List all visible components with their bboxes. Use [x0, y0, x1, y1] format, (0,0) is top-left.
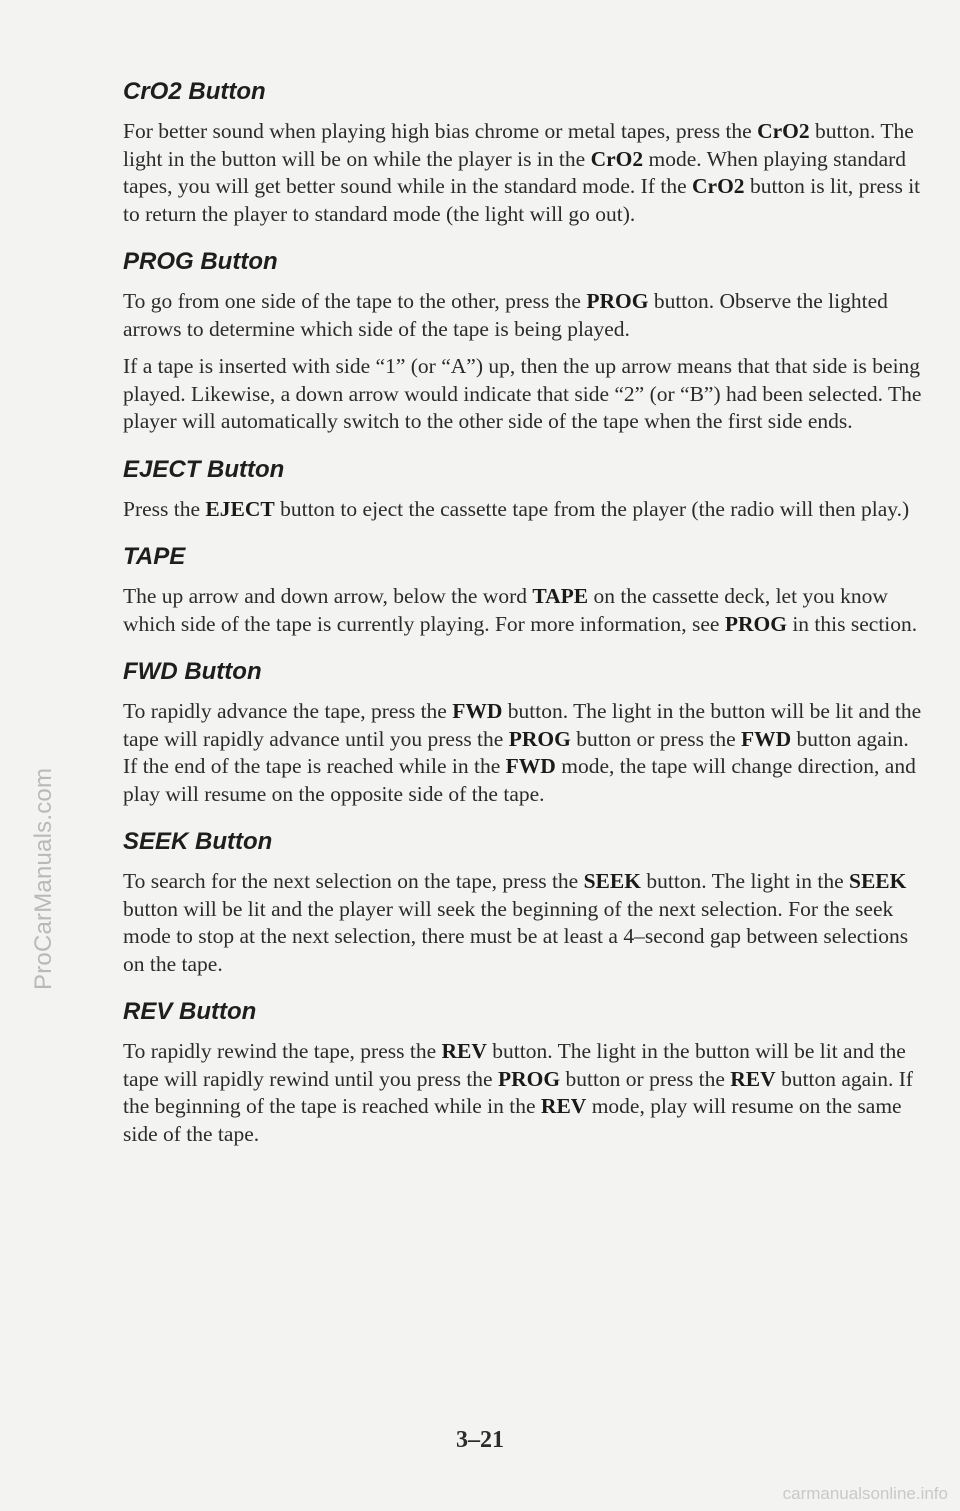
manual-content — [123, 78, 923, 1168]
paragraph-text: To rapidly advance the tape, press the — [123, 699, 453, 723]
section-rev-button — [123, 998, 923, 1148]
button-name: CrO2 — [757, 119, 810, 143]
paragraph-text: button to eject the cassette tape from the player (the radio will then play.) — [274, 496, 910, 521]
paragraph-text: mode, the tape will change direction, and play will resume on the opposite side of the tape. — [123, 754, 916, 806]
section-paragraph — [123, 698, 923, 808]
section-heading: TAPE — [123, 543, 186, 570]
button-name: FWD — [505, 754, 556, 778]
button-name: PROG — [508, 726, 571, 751]
section-heading: REV Button — [123, 998, 257, 1025]
paragraph-text: To go from one side of the tape to the other, press the — [123, 289, 587, 313]
paragraph-text: button again. If the end of the tape is reached while in the — [123, 726, 909, 778]
footer-link[interactable]: carmanualsonline.info — [782, 1484, 948, 1503]
paragraph-text: If a tape is inserted with side “1” (or “A”) up, then the up arrow means that that side is being played. Likewise, a down arrow would indicate that side “2” (or “B”) had been selected. The player will automatically switch to the other side of the tape when the first side ends. — [123, 354, 922, 433]
paragraph-text: button. The light in the button will be lit and the tape will rapidly rewind until you press the — [123, 1039, 906, 1091]
button-name: EJECT — [205, 496, 275, 521]
paragraph-text: button. Observe the lighted arrows to determine which side of the tape is being played. — [123, 289, 888, 341]
button-name: REV — [730, 1066, 776, 1091]
paragraph-text: button or press the — [570, 726, 741, 751]
paragraph-text: button will be lit and the player will seek the beginning of the next selection. For the seek mode to stop at the next selection, there must be at least a 4–second gap between selections on the tape. — [123, 896, 909, 976]
button-name: TAPE — [532, 584, 589, 608]
paragraph-text: mode, play will resume on the same side of the tape. — [123, 1094, 902, 1146]
page-number: 3–21 — [456, 1427, 504, 1453]
section-paragraph — [123, 868, 923, 978]
section-paragraph — [123, 353, 923, 436]
paragraph-text: button or press the — [560, 1066, 731, 1091]
section-tape — [123, 543, 923, 638]
section-fwd-button — [123, 658, 923, 808]
section-paragraph — [123, 1038, 923, 1148]
button-name: PROG — [497, 1066, 561, 1091]
button-name: SEEK — [583, 869, 641, 893]
section-paragraph — [123, 583, 923, 638]
section-paragraph — [123, 118, 923, 228]
section-cro2-button — [123, 78, 923, 228]
section-heading: EJECT Button — [123, 455, 285, 483]
paragraph-text: button. The light in the button will be on while the player is in the — [123, 119, 914, 171]
button-name: FWD — [452, 699, 503, 723]
section-paragraph — [123, 288, 923, 343]
paragraph-text: button. The light in the button will be lit and the tape will rapidly advance until you press the — [123, 699, 922, 751]
section-heading: FWD Button — [123, 658, 262, 685]
paragraph-text: in this section. — [786, 611, 918, 636]
paragraph-text: button is lit, press it to return the player to standard mode (the light will go out). — [123, 174, 921, 226]
button-name: CrO2 — [590, 146, 644, 171]
section-prog-button — [123, 248, 923, 436]
button-name: SEEK — [849, 869, 907, 893]
paragraph-text: Press the — [123, 496, 206, 521]
button-name: PROG — [724, 611, 787, 636]
paragraph-text: The up arrow and down arrow, below the word — [123, 584, 533, 608]
button-name: REV — [540, 1094, 587, 1118]
paragraph-text: For better sound when playing high bias chrome or metal tapes, press the — [123, 119, 758, 143]
section-seek-button — [123, 828, 923, 978]
section-heading: CrO2 Button — [123, 78, 266, 105]
watermark-text: ProCarManuals.com — [30, 767, 57, 990]
paragraph-text: on the cassette deck, let you know which side of the tape is currently playing. For more information, see — [123, 584, 888, 636]
section-paragraph — [123, 496, 923, 524]
paragraph-text: To rapidly rewind the tape, press the — [123, 1039, 442, 1063]
section-heading: PROG Button — [123, 248, 278, 275]
button-name: PROG — [586, 289, 649, 313]
section-heading: SEEK Button — [123, 828, 273, 855]
paragraph-text: mode. When playing standard tapes, you will get better sound while in the standard mode. If the — [123, 146, 907, 198]
section-eject-button — [123, 456, 923, 524]
button-name: FWD — [741, 726, 792, 751]
button-name: CrO2 — [692, 174, 745, 198]
paragraph-text: To search for the next selection on the tape, press the — [123, 869, 584, 893]
button-name: REV — [441, 1039, 487, 1063]
paragraph-text: button. The light in the — [640, 869, 849, 893]
paragraph-text: button again. If the beginning of the tape is reached while in the — [123, 1066, 914, 1118]
